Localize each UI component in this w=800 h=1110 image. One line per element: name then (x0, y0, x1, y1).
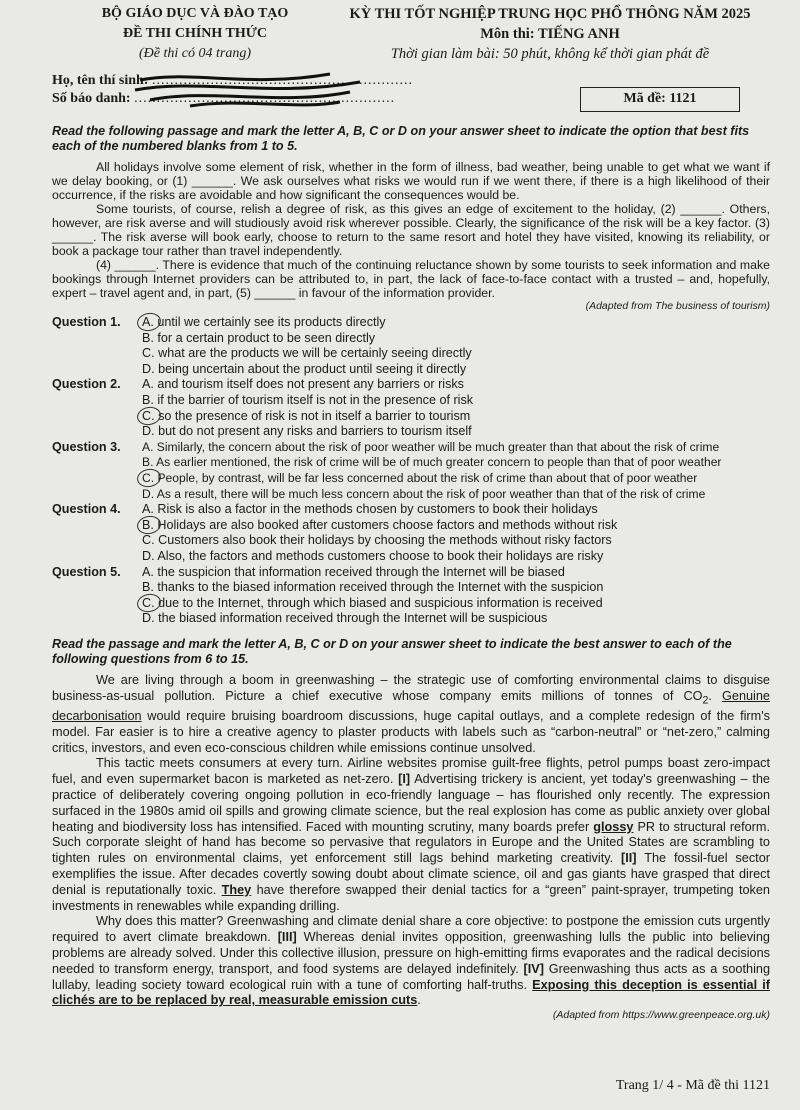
passage-1 (52, 160, 770, 313)
passage2-paragraph-3 (52, 914, 770, 1009)
question-5 (52, 565, 770, 627)
passage1-paragraph-1: All holidays involve some element of risk, whether in the form of illness, bad weather, being unable to get what we want if we delay booking, or (1) ______. We ask ourselves what risks we would run if we went there, if there is a high likelihood of their occurrence, if the risks are avoidable and how significant the consequences would be. (52, 160, 770, 202)
section1-instruction: Read the following passage and mark the letter A, B, C or D on your answer sheet to indicate the option that best fits each of the numbered blanks from 1 to 5. (52, 124, 750, 153)
option-d[interactable]: D. being uncertain about the product until seeing it directly (142, 361, 467, 376)
p3-text-b: Whereas denial invites opposition, greenwashing lulls the public into believing problems are already solved. Under this collective illusion, pressure on high-emitting firms evaporates and the radical decisions needed to transform energy, transport, and food systems are delayed indefinitely. (52, 930, 770, 976)
exam-title: KỲ THI TỐT NGHIỆP TRUNG HỌC PHỔ THÔNG NĂM 2025 (349, 6, 751, 22)
candidate-name-dots: .......................................................... (151, 73, 413, 88)
page-footer: Trang 1/ 4 - Mã đề thi 1121 (615, 1078, 770, 1093)
option-a[interactable]: A. Similarly, the concern about the risk of poor weather will be much greater than that about the risk of crime (142, 439, 720, 454)
question-label: Question 4. (52, 502, 121, 517)
marker-i: [I] (398, 772, 411, 787)
question-options (142, 315, 770, 377)
p3-text-c: Greenwashing thus acts as a soothing lullaby, leading society toward ecological ruin with a tune of comforting half-truths. (52, 961, 771, 992)
p2-text-a: This tactic meets consumers at every turn. Airline websites promise guilt-free flights, petrol pumps boast zero-impact fuel, and even supermarket bacon is marketed as net-zero. (52, 756, 770, 787)
question-label: Question 3. (52, 439, 121, 454)
p2-text-b: Advertising trickery is ancient, yet today's greenwashing – the practice of deliberately covering ongoing pollution in eco-friendly language – has flourished only recently. The expression surfaced in the 1980s amid oil spills and growing climate science, but the real explosion has come as public anxiety over global heating and biodiversity loss has intensified. Faced with mounting scrutiny, many boards prefer (52, 772, 770, 834)
questions-1-5 (52, 315, 770, 627)
subject-label: Môn thi: TIẾNG ANH (480, 26, 620, 42)
p2-text-e: have therefore swapped their denial tactics for a “green” paint-sprayer, trumpeting token investments in renewables while expanding drilling. (52, 882, 770, 913)
option-c[interactable]: C. People, by contrast, will be far less concerned about the risk of crime than about that of poor weather (142, 471, 770, 487)
passage1-paragraph-2: Some tourists, of course, relish a degree of risk, as this gives an edge of excitement to the holiday, (2) ______. Others, however, are risk averse and will studiously avoid risk wherever possible. Clearly, the significance of the risk will be a key factor. (3) ______. The risk averse will book early, choose to return to the same resort and hotel they have visited, knowing its reliability, or book a package tour rather than travel independently. (52, 202, 770, 258)
option-b[interactable]: B. Holidays are also booked after customers choose factors and methods without risk (142, 518, 770, 534)
exam-content (52, 124, 770, 1024)
official-label: ĐỀ THI CHÍNH THỨC (122, 26, 268, 41)
question-label: Question 5. (52, 564, 121, 579)
question-4 (52, 502, 770, 564)
header-right (330, 4, 770, 64)
passage1-paragraph-3: (4) ______. There is evidence that much of the continuing reluctance shown by some tourists to seek information and make bookings through Internet providers can be attributed to, in part, the lack of face-to-face contact with a trusted – and, hopefully, expert – travel agent and, in part, (5) ______ in favour of the information provider. (52, 258, 770, 300)
question-label: Question 1. (52, 315, 121, 329)
redaction-scribble (130, 70, 370, 110)
option-c[interactable]: C. Customers also book their holidays by choosing the methods without risky factors (142, 533, 612, 548)
option-a[interactable]: A. the suspicion that information received through the Internet will be biased (142, 564, 565, 579)
marker-ii: [II] (621, 851, 637, 866)
underlined-word-they: They (221, 882, 252, 897)
passage2-paragraph-2 (52, 756, 770, 914)
underlined-phrase: Genuine decarbonisation (52, 688, 770, 723)
option-d[interactable]: D. but do not present any risks and barriers to tourism itself (142, 424, 472, 439)
option-b[interactable]: B. if the barrier of tourism itself is not in the presence of risk (142, 392, 474, 407)
time-label: Thời gian làm bài: 50 phút, không kể thời gian phát đề (390, 46, 710, 62)
exam-header (60, 4, 770, 64)
option-b[interactable]: B. for a certain product to be seen directly (142, 330, 376, 345)
candidate-name-label: Họ, tên thí sinh: (52, 73, 149, 88)
header-left (80, 4, 310, 64)
p1-text-a: We are living through a boom in greenwashing – the strategic use of comforting environmental claims to disguise business-as-usual pollution. Picture a chief executive whose company emits millions of tonnes of CO (52, 672, 770, 703)
question-2 (52, 377, 770, 439)
option-a[interactable]: A. and tourism itself does not present any barriers or risks (142, 377, 464, 392)
option-d[interactable]: D. As a result, there will be much less concern about the risk of poor weather than that of the risk of crime (142, 486, 706, 501)
candidate-id-dots: .......................................................... (134, 91, 396, 106)
passage2-source: (Adapted from https://www.greenpeace.org.uk) (552, 1009, 770, 1022)
option-d[interactable]: D. Also, the factors and methods customers choose to book their holidays are risky (142, 548, 604, 563)
option-c[interactable]: C. due to the Internet, through which biased and suspicious information is received (142, 596, 770, 612)
question-1 (52, 315, 770, 377)
marker-iii: [III] (277, 930, 297, 945)
option-a[interactable]: A. until we certainly see its products directly (142, 315, 770, 331)
section2-instruction: Read the passage and mark the letter A, B, C or D on your answer sheet to indicate the best answer to each of the following questions from 6 to 15. (52, 636, 732, 666)
ministry-name: BỘ GIÁO DỤC VÀ ĐÀO TẠO (101, 6, 289, 21)
exam-code-box: Mã đề: 1121 (580, 87, 740, 112)
p1-text-c: would require bruising boardroom discussions, huge capital outlays, and a complete redesign of the firm's model. Far easier is to hire a creative agency to plaster products with labels such as “carbon-neutral” or “net-zero,” calming critics, investors, and even eco-conscious children while emissions continue unsolved. (52, 709, 770, 755)
question-options (142, 502, 770, 564)
option-b[interactable]: B. As earlier mentioned, the risk of crime will be of much greater concern to people than that of poor weather (142, 455, 722, 470)
p1-text-b: . (708, 688, 723, 703)
question-options (142, 565, 770, 627)
p2-text-d: The fossil-fuel sector exemplifies the issue. After decades covertly sowing doubt about climate science, oil and gas giants have grasped that direct denial is reputationally toxic. (52, 851, 770, 897)
question-options (142, 377, 770, 439)
question-options (142, 440, 770, 502)
passage2-paragraph-1 (52, 673, 770, 757)
marker-iv: [IV] (523, 961, 544, 976)
question-label: Question 2. (52, 377, 121, 392)
passage1-source: (Adapted from The business of tourism) (585, 300, 770, 312)
option-c[interactable]: C. so the presence of risk is not in itself a barrier to tourism (142, 409, 770, 425)
p3-text-end: . (417, 993, 421, 1008)
passage-2 (52, 673, 770, 1022)
page-count: (Đề thi có 04 trang) (139, 46, 251, 61)
co2-subscript: 2 (702, 694, 709, 707)
candidate-id-label: Số báo danh: (52, 91, 131, 106)
p2-text-c: PR to structural reform. Such corporate sleight of hand has become so pervasive that regulators in Europe and the United States are scrambling to tighten rules on environmental claims, yet enforcement still lags behind marketing creativity. (52, 819, 771, 866)
option-c[interactable]: C. what are the products we will be certainly seeing directly (142, 346, 472, 361)
underlined-final-sentence: Exposing this deception is essential if clichés are to be replaced by real, measurable emission cuts (52, 977, 771, 1008)
underlined-word-glossy: glossy (593, 819, 634, 834)
option-a[interactable]: A. Risk is also a factor in the methods chosen by customers to book their holidays (142, 502, 598, 517)
option-d[interactable]: D. the biased information received through the Internet will be suspicious (142, 611, 548, 626)
p3-text-a: Why does this matter? Greenwashing and climate denial share a core objective: to postpone the emission cuts urgently required to avert climate breakdown. (52, 914, 770, 945)
question-3 (52, 440, 770, 502)
option-b[interactable]: B. thanks to the biased information received through the Internet with the suspicion (142, 580, 604, 595)
